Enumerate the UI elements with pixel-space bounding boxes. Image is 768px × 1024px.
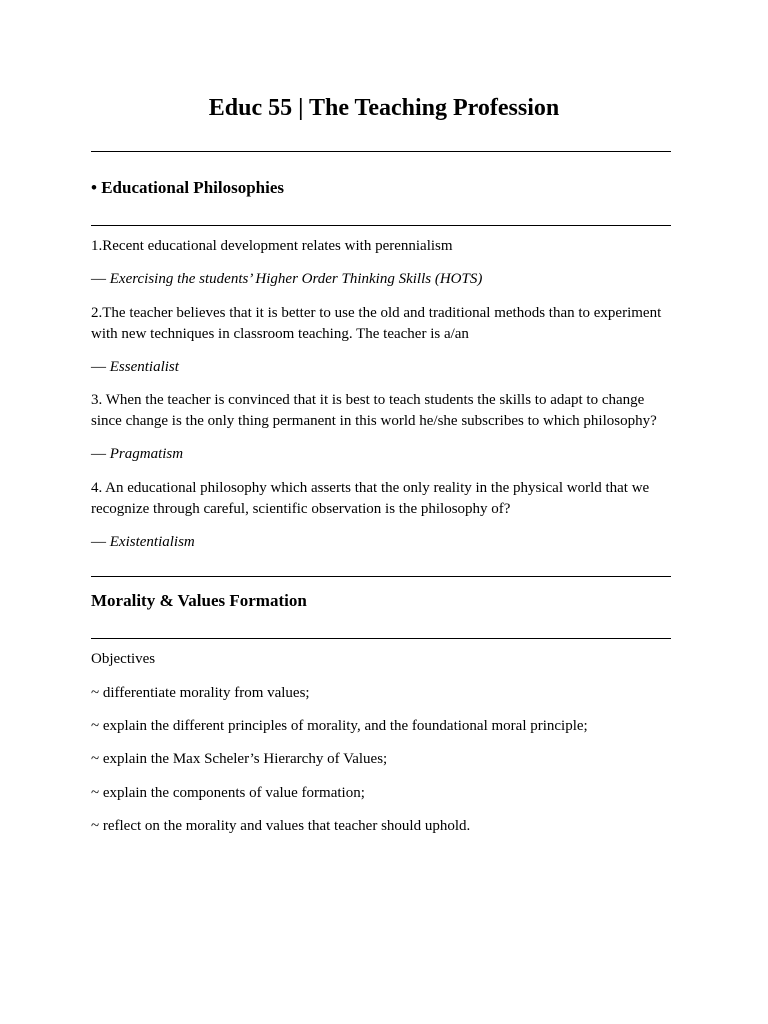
divider bbox=[91, 638, 671, 639]
objective-item: ~ explain the Max Scheler’s Hierarchy of Values; bbox=[91, 751, 388, 767]
answer-1 bbox=[91, 269, 676, 290]
answer-text: Essentialist bbox=[109, 359, 179, 375]
answer-text: Exercising the students’ Higher Order Thinking Skills (HOTS) bbox=[109, 271, 483, 287]
answer-dash: — bbox=[91, 271, 110, 287]
answer-text: Pragmatism bbox=[109, 446, 184, 462]
answer-dash: — bbox=[91, 534, 110, 550]
section-heading-educational-philosophies: • Educational Philosophies bbox=[91, 178, 285, 197]
divider bbox=[91, 225, 671, 226]
divider bbox=[91, 151, 671, 152]
page-title: Educ 55 | The Teaching Profession bbox=[208, 95, 560, 121]
answer-4 bbox=[91, 532, 676, 553]
answer-text: Existentialism bbox=[109, 534, 195, 550]
answer-dash: — bbox=[91, 446, 110, 462]
objective-item: ~ explain the different principles of morality, and the foundational moral principle; bbox=[91, 718, 588, 734]
answer-3 bbox=[91, 444, 676, 465]
question-1: 1.Recent educational development relates with perennialism bbox=[91, 238, 453, 254]
section-heading-morality-values: Morality & Values Formation bbox=[91, 591, 307, 610]
objective-item: ~ reflect on the morality and values that teacher should uphold. bbox=[91, 818, 471, 834]
objective-item: ~ differentiate morality from values; bbox=[91, 685, 310, 701]
question-3: 3. When the teacher is convinced that it is best to teach students the skills to adapt to change since change is the only thing permanent in this world he/she subscribes to which philosophy? bbox=[91, 392, 657, 429]
answer-2 bbox=[91, 357, 676, 378]
question-4: 4. An educational philosophy which asserts that the only reality in the physical world that we recognize through careful, scientific observation is the philosophy of? bbox=[91, 480, 650, 517]
objectives-label: Objectives bbox=[91, 651, 156, 667]
divider bbox=[91, 576, 671, 577]
objective-item: ~ explain the components of value formation; bbox=[91, 785, 365, 801]
question-2: 2.The teacher believes that it is better to use the old and traditional methods than to experiment with new techniques in classroom teaching. The teacher is a/an bbox=[91, 305, 662, 342]
answer-dash: — bbox=[91, 359, 110, 375]
